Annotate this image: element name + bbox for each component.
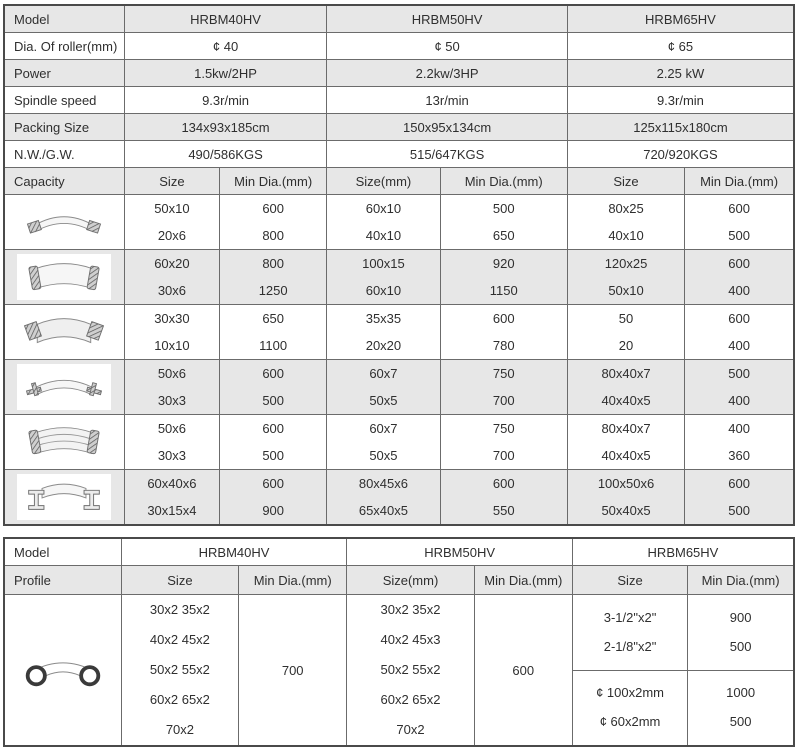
profile-table [3,537,795,747]
spec-row-roller-dia [4,33,794,60]
column-header: Size [567,168,684,195]
capacity-row [4,195,794,250]
size-cell: 80x45x6 65x40x5 [327,470,440,526]
min-dia-cell: 600 500 [220,415,327,470]
min-dia-cell: 600 400 [685,305,794,360]
capacity-row [4,415,794,470]
size-cell: 50x6 30x3 [124,415,219,470]
min-dia-cell: 700 [239,595,347,747]
model-value: HRBM50HV [347,538,573,566]
size-cell: 80x40x7 40x40x5 [567,415,684,470]
min-dia-cell: 900 500 1000 500 [688,595,794,747]
size-cell: 3-1/2"x2" 2-1/8"x2" ¢ 100x2mm ¢ 60x2mm [572,595,687,747]
spec-value: 134x93x185cm [124,114,327,141]
spec-label: Power [4,60,124,87]
min-dia-cell: 750 700 [440,360,567,415]
min-dia-cell: 600 500 [685,195,794,250]
spec-value: ¢ 50 [327,33,568,60]
profile-cell [4,415,124,470]
profile-model-row [4,538,794,566]
size-cell: 80x40x7 40x40x5 [567,360,684,415]
spec-value: 720/920KGS [567,141,794,168]
size-cell: 80x25 40x10 [567,195,684,250]
capacity-label: Capacity [4,168,124,195]
column-header: Min Dia.(mm) [688,566,794,595]
spec-row-model [4,5,794,33]
model-value: HRBM65HV [572,538,794,566]
angle-leg-in-icon [17,419,111,465]
profile-cell [4,195,124,250]
column-header: Min Dia.(mm) [685,168,794,195]
spec-row-weight [4,141,794,168]
min-dia-cell: 600 500 [220,360,327,415]
min-dia-cell: 500 400 [685,360,794,415]
size-cell: 60x7 50x5 [327,360,440,415]
size-cell: 50x10 20x6 [124,195,219,250]
column-header: Size [124,168,219,195]
column-header: Min Dia.(mm) [239,566,347,595]
spec-label: Dia. Of roller(mm) [4,33,124,60]
column-header: Min Dia.(mm) [474,566,572,595]
capacity-rows [4,195,794,526]
min-dia-cell: 600 780 [440,305,567,360]
size-cell: 60x7 50x5 [327,415,440,470]
capacity-row [4,305,794,360]
spec-value: HRBM40HV [124,5,327,33]
capacity-row [4,250,794,305]
spec-value: 9.3r/min [567,87,794,114]
model-label: Model [4,538,121,566]
profile-label: Profile [4,566,121,595]
column-header: Min Dia.(mm) [220,168,327,195]
spec-value: ¢ 40 [124,33,327,60]
capacity-row [4,470,794,526]
spec-value: 490/586KGS [124,141,327,168]
square-bar-icon [17,309,111,355]
pipe-row [4,595,794,747]
spec-value: 515/647KGS [327,141,568,168]
profile-cell [4,250,124,305]
spec-value: 9.3r/min [124,87,327,114]
spec-label: N.W./G.W. [4,141,124,168]
column-header: Size(mm) [347,566,474,595]
channel-icon [17,474,111,520]
angle-leg-out-icon [17,364,111,410]
spec-value: 1.5kw/2HP [124,60,327,87]
size-cell: 50 20 [567,305,684,360]
spec-value: 2.25 kW [567,60,794,87]
spec-label: Spindle speed [4,87,124,114]
spec-row-spindle-speed [4,87,794,114]
min-dia-cell: 650 1100 [220,305,327,360]
min-dia-cell: 920 1150 [440,250,567,305]
flat-bar-edge-icon [17,254,111,300]
capacity-header-row [4,168,794,195]
min-dia-cell: 800 1250 [220,250,327,305]
min-dia-cell: 600 500 [685,470,794,526]
min-dia-cell: 750 700 [440,415,567,470]
model-value: HRBM40HV [121,538,347,566]
spec-row-packing-size [4,114,794,141]
spec-value: 150x95x134cm [327,114,568,141]
spec-label: Packing Size [4,114,124,141]
spec-rows [4,5,794,195]
column-header: Size(mm) [327,168,440,195]
column-header: Size [572,566,687,595]
size-cell: 50x6 30x3 [124,360,219,415]
column-header: Min Dia.(mm) [440,168,567,195]
min-dia-cell: 600 [474,595,572,747]
spec-capacity-table [3,4,795,526]
spec-value: 13r/min [327,87,568,114]
size-cell: 100x50x6 50x40x5 [567,470,684,526]
size-cell: 120x25 50x10 [567,250,684,305]
size-cell: 60x10 40x10 [327,195,440,250]
size-cell: 30x30 10x10 [124,305,219,360]
min-dia-cell: 600 900 [220,470,327,526]
spec-row-power [4,60,794,87]
capacity-row [4,360,794,415]
size-cell: 30x2 35x2 40x2 45x2 50x2 55x2 60x2 65x2 70x2 [121,595,238,747]
size-cell: 35x35 20x20 [327,305,440,360]
pipe-icon [16,647,110,693]
min-dia-cell: 500 650 [440,195,567,250]
profile-cell [4,305,124,360]
column-header: Size [121,566,238,595]
spec-value: ¢ 65 [567,33,794,60]
profile-cell [4,595,121,747]
min-dia-cell: 400 360 [685,415,794,470]
profile-header-row [4,566,794,595]
profile-cell [4,360,124,415]
profile-cell [4,470,124,526]
size-cell: 30x2 35x2 40x2 45x3 50x2 55x2 60x2 65x2 70x2 [347,595,474,747]
size-cell: 100x15 60x10 [327,250,440,305]
size-cell: 60x40x6 30x15x4 [124,470,219,526]
min-dia-cell: 600 800 [220,195,327,250]
spec-value: HRBM65HV [567,5,794,33]
spec-value: 2.2kw/3HP [327,60,568,87]
spec-value: HRBM50HV [327,5,568,33]
min-dia-cell: 600 550 [440,470,567,526]
spec-value: 125x115x180cm [567,114,794,141]
flat-bar-flat-icon [17,199,111,245]
size-cell: 60x20 30x6 [124,250,219,305]
spec-label: Model [4,5,124,33]
min-dia-cell: 600 400 [685,250,794,305]
